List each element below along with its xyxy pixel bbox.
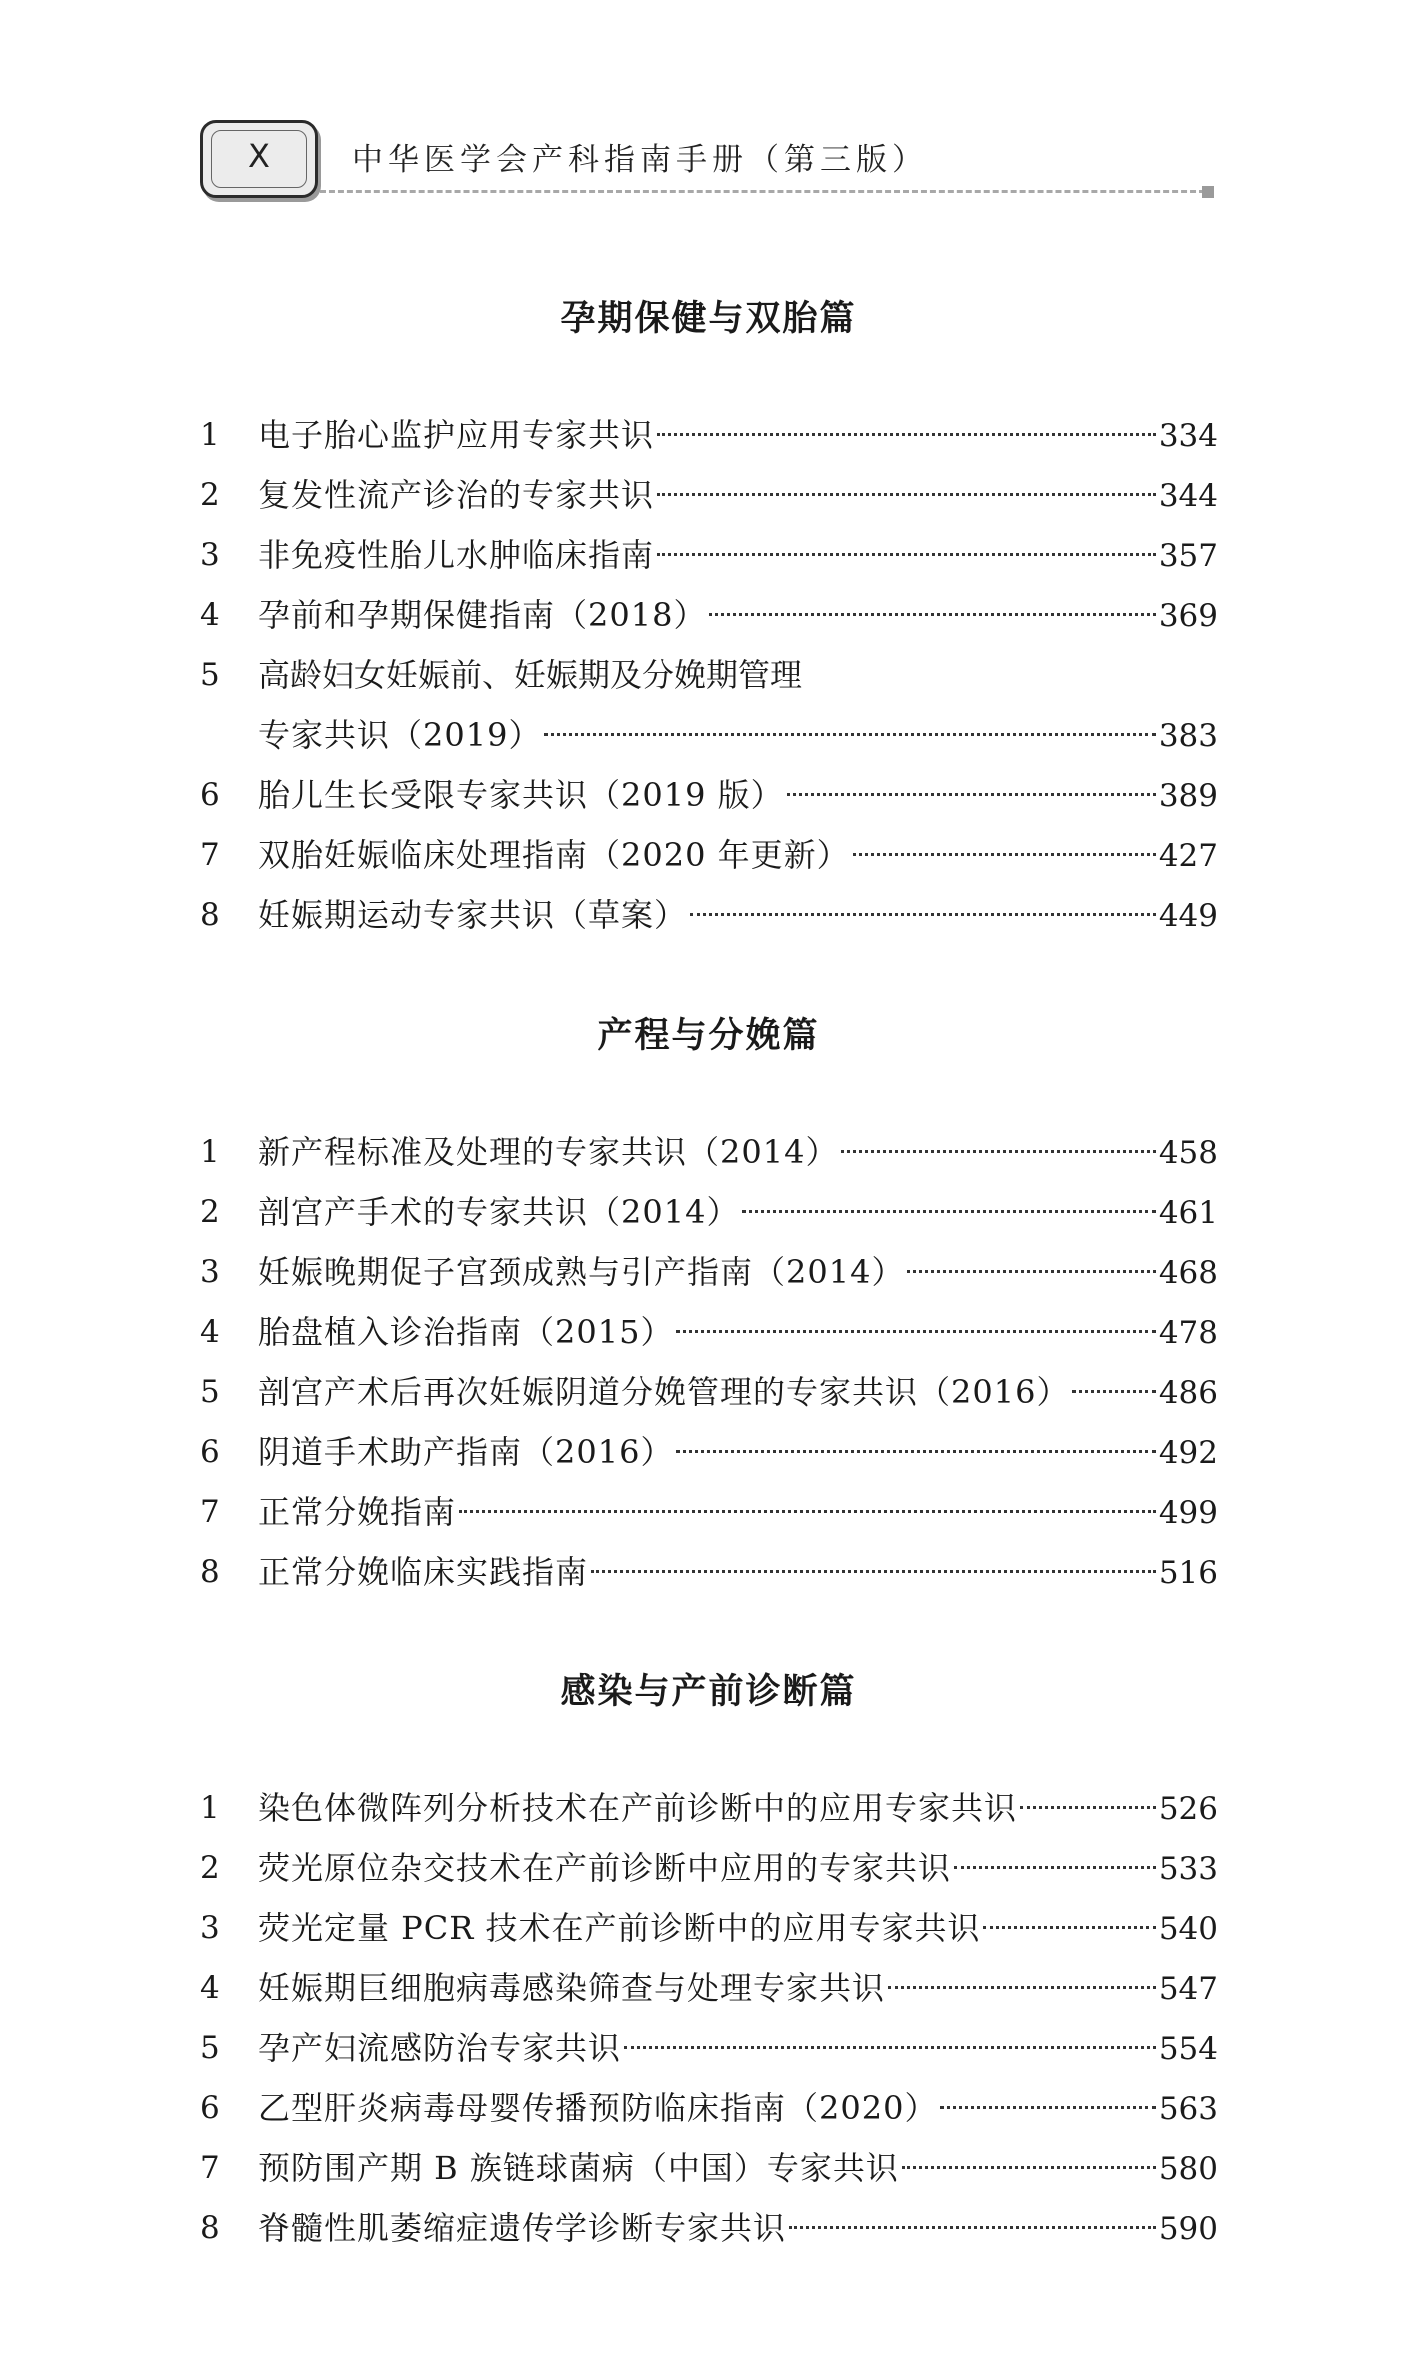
entry-page: 533 [1158, 1851, 1218, 1887]
section-title: 孕期保健与双胎篇 [560, 299, 857, 339]
entry-title: 妊娠期巨细胞病毒感染筛查与处理专家共识 [258, 1969, 886, 2007]
entry-number: 8 [200, 2210, 220, 2246]
toc-list-prenatal-twins [0, 405, 1417, 945]
section-title: 产程与分娩篇 [597, 1016, 820, 1056]
dot-leader [591, 1570, 1156, 1573]
entry-number: 5 [200, 657, 220, 693]
section-title: 感染与产前诊断篇 [560, 1672, 857, 1712]
entry-page: 547 [1158, 1971, 1218, 2007]
entry-page: 468 [1158, 1255, 1218, 1291]
running-title: 中华医学会产科指南手册（第三版） [352, 142, 928, 178]
dot-leader [657, 433, 1156, 436]
toc-entry[interactable] [0, 1482, 1417, 1542]
entry-title: 孕产妇流感防治专家共识 [258, 2029, 622, 2067]
entry-number: 3 [200, 537, 220, 573]
toc-entry[interactable] [0, 585, 1417, 645]
toc-entry[interactable] [0, 885, 1417, 945]
toc-entry[interactable] [0, 465, 1417, 525]
entry-number: 2 [200, 1194, 220, 1230]
dot-leader [841, 1150, 1155, 1153]
entry-number: 6 [200, 777, 220, 813]
entry-number: 6 [200, 1434, 220, 1470]
entry-number: 1 [200, 1134, 220, 1170]
toc-entry[interactable] [0, 405, 1417, 465]
toc-entry[interactable] [0, 2138, 1417, 2198]
toc-entry[interactable] [0, 1958, 1417, 2018]
entry-page: 554 [1158, 2031, 1218, 2067]
toc-section-infection-prenatal-diagnosis [0, 1668, 1417, 1716]
toc-entry[interactable] [0, 1362, 1417, 1422]
dot-leader [853, 853, 1156, 856]
entry-title: 胎盘植入诊治指南（2015） [258, 1313, 674, 1351]
entry-number: 2 [200, 477, 220, 513]
dot-leader [789, 2226, 1156, 2229]
entry-title: 新产程标准及处理的专家共识（2014） [258, 1133, 839, 1171]
entry-title: 染色体微阵列分析技术在产前诊断中的应用专家共识 [258, 1789, 1018, 1827]
dot-leader [954, 1866, 1156, 1869]
dot-leader [709, 613, 1155, 616]
entry-title: 妊娠期运动专家共识（草案） [258, 896, 688, 934]
entry-title: 复发性流产诊治的专家共识 [258, 476, 655, 514]
toc-entry[interactable] [0, 1838, 1417, 1898]
entry-page: 486 [1158, 1375, 1218, 1411]
entry-number: 3 [200, 1910, 220, 1946]
entry-title: 孕前和孕期保健指南（2018） [258, 596, 707, 634]
page-number: X [248, 137, 270, 175]
entry-page: 357 [1158, 538, 1218, 574]
dot-leader [907, 1270, 1155, 1273]
dot-leader [657, 553, 1156, 556]
entry-page: 383 [1158, 718, 1218, 754]
entry-page: 563 [1158, 2091, 1218, 2127]
entry-page: 344 [1158, 478, 1218, 514]
entry-page: 492 [1158, 1435, 1218, 1471]
dot-leader [676, 1450, 1155, 1453]
entry-title: 电子胎心监护应用专家共识 [258, 416, 655, 454]
toc-entry[interactable] [0, 765, 1417, 825]
dot-leader [1020, 1806, 1156, 1809]
entry-page: 427 [1158, 838, 1218, 874]
dot-leader [940, 2106, 1155, 2109]
toc-entry[interactable] [0, 645, 1417, 765]
toc-entry[interactable] [0, 1542, 1417, 1602]
entry-title: 正常分娩临床实践指南 [258, 1553, 589, 1591]
toc-entry[interactable] [0, 1422, 1417, 1482]
entry-title-line1: 高龄妇女妊娠前、妊娠期及分娩期管理 [258, 656, 803, 694]
entry-title: 剖宫产手术的专家共识（2014） [258, 1193, 740, 1231]
dot-leader [657, 493, 1156, 496]
entry-page: 590 [1158, 2211, 1218, 2247]
toc-entry[interactable] [0, 1778, 1417, 1838]
entry-page: 516 [1158, 1555, 1218, 1591]
entry-page: 461 [1158, 1195, 1218, 1231]
toc-entry[interactable] [0, 525, 1417, 585]
header-dashed-rule [320, 190, 1205, 193]
entry-number: 7 [200, 2150, 220, 2186]
toc-entry[interactable] [0, 1182, 1417, 1242]
toc-section-prenatal-twins [0, 295, 1417, 343]
entry-number: 4 [200, 1970, 220, 2006]
entry-title: 妊娠晚期促子宫颈成熟与引产指南（2014） [258, 1253, 905, 1291]
dot-leader [888, 1986, 1156, 1989]
entry-title: 非免疫性胎儿水肿临床指南 [258, 536, 655, 574]
entry-title: 胎儿生长受限专家共识（2019 版） [258, 776, 784, 814]
entry-number: 5 [200, 2030, 220, 2066]
entry-number: 1 [200, 417, 220, 453]
page-number-badge [200, 120, 318, 198]
toc-entry[interactable] [0, 825, 1417, 885]
dot-leader [902, 2166, 1156, 2169]
entry-number: 7 [200, 1494, 220, 1530]
entry-title: 双胎妊娠临床处理指南（2020 年更新） [258, 836, 850, 874]
toc-entry[interactable] [0, 2078, 1417, 2138]
entry-page: 540 [1158, 1911, 1218, 1947]
toc-entry[interactable] [0, 1302, 1417, 1362]
entry-title: 乙型肝炎病毒母婴传播预防临床指南（2020） [258, 2089, 938, 2127]
entry-title: 剖宫产术后再次妊娠阴道分娩管理的专家共识（2016） [258, 1373, 1070, 1411]
toc-entry[interactable] [0, 1242, 1417, 1302]
entry-number: 8 [200, 897, 220, 933]
toc-list-labor-delivery [0, 1122, 1417, 1602]
entry-page: 369 [1158, 598, 1218, 634]
entry-title: 正常分娩指南 [258, 1493, 457, 1531]
entry-title: 预防围产期 B 族链球菌病（中国）专家共识 [258, 2149, 899, 2187]
entry-number: 2 [200, 1850, 220, 1886]
entry-title: 脊髓性肌萎缩症遗传学诊断专家共识 [258, 2209, 787, 2247]
dot-leader [544, 733, 1155, 736]
entry-number: 7 [200, 837, 220, 873]
dot-leader [983, 1926, 1155, 1929]
dot-leader [787, 793, 1156, 796]
entry-page: 334 [1158, 418, 1218, 454]
toc-entry[interactable] [0, 2198, 1417, 2258]
entry-page: 389 [1158, 778, 1218, 814]
dot-leader [676, 1330, 1155, 1333]
entry-title: 荧光定量 PCR 技术在产前诊断中的应用专家共识 [258, 1909, 981, 1947]
toc-section-labor-delivery [0, 1012, 1417, 1060]
entry-number: 4 [200, 597, 220, 633]
entry-number: 4 [200, 1314, 220, 1350]
running-header [200, 120, 1220, 210]
dot-leader [459, 1510, 1156, 1513]
toc-entry[interactable] [0, 2018, 1417, 2078]
dot-leader [624, 2046, 1156, 2049]
toc-entry[interactable] [0, 1898, 1417, 1958]
entry-number: 6 [200, 2090, 220, 2126]
entry-page: 580 [1158, 2151, 1218, 2187]
entry-title: 专家共识（2019） [258, 716, 542, 754]
entry-page: 449 [1158, 898, 1218, 934]
entry-page: 526 [1158, 1791, 1218, 1827]
entry-title: 阴道手术助产指南（2016） [258, 1433, 674, 1471]
entry-title: 荧光原位杂交技术在产前诊断中应用的专家共识 [258, 1849, 952, 1887]
dot-leader [742, 1210, 1155, 1213]
toc-entry[interactable] [0, 1122, 1417, 1182]
dot-leader [1072, 1390, 1155, 1393]
entry-number: 5 [200, 1374, 220, 1410]
entry-page: 478 [1158, 1315, 1218, 1351]
entry-page: 458 [1158, 1135, 1218, 1171]
toc-list-infection-prenatal-diagnosis [0, 1778, 1417, 2258]
entry-number: 3 [200, 1254, 220, 1290]
dot-leader [690, 913, 1156, 916]
entry-page: 499 [1158, 1495, 1218, 1531]
header-rule-end-square [1202, 186, 1214, 198]
entry-number: 1 [200, 1790, 220, 1826]
entry-number: 8 [200, 1554, 220, 1590]
